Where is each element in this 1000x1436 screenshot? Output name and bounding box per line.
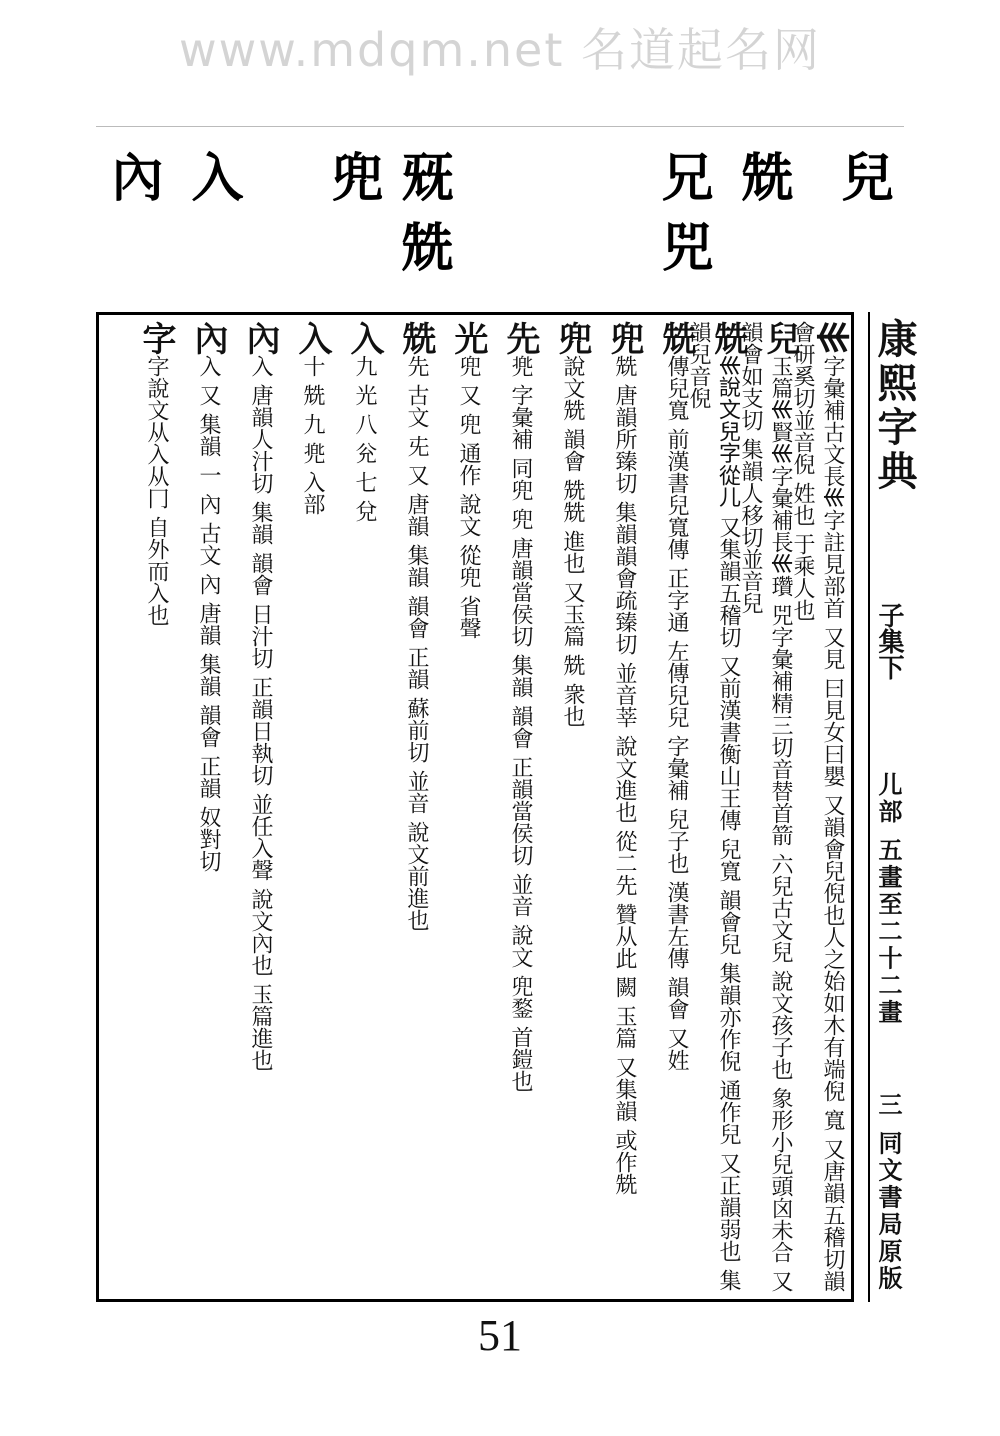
radical-range: 儿部 五畫至二十二畫 <box>874 772 903 1027</box>
seal-script-row <box>96 150 904 300</box>
text-column <box>188 321 228 1297</box>
entry-text: 入 唐韻人汁切 集韻 韻會 日汁切 正韻日執切 並任入聲 說文內也 玉篇進也 <box>248 355 273 1071</box>
text-column <box>396 321 436 1297</box>
seal-glyph: 兟 <box>392 220 453 278</box>
seal-glyph: 兜 <box>322 150 383 208</box>
watermark: www.mdqm.net 名道起名网 <box>178 23 822 77</box>
text-column <box>552 321 592 1297</box>
entry-text: 先 古文 兂 又 唐韻 集韻 韻會 正韻 蘇前切 並音 說文前進也 <box>404 355 429 931</box>
text-column <box>136 321 176 1297</box>
entry-text: 兜 又 兜 通作 說文 從兜 省聲 <box>456 355 481 639</box>
text-column <box>738 321 800 1297</box>
entry-head: 兟 <box>396 321 436 355</box>
seal-glyph: 兒 <box>832 150 893 208</box>
entry-text: 入 又 集韻 一 內 古文 內 唐韻 集韻 韻會 正韻 奴對切 <box>196 355 221 872</box>
entry-head: 兜 <box>552 321 592 355</box>
entry-head: 內 <box>188 321 228 355</box>
seal-glyph: 入 <box>182 150 243 208</box>
entry-head: 字 <box>136 321 176 355</box>
entry-head: 光 <box>448 321 488 355</box>
entry-text: 說文兟 韻會 兟兟 進也 又玉篇 兟 衆也 <box>560 355 585 727</box>
page-sidebar <box>868 312 918 1302</box>
entry-text: 字彙補古文長𡿧字註見部首 又見 曰見女曰嬰 又韻會兒倪也人之始如木有端倪 寬 又唐韻五稽切韻會研奚切並音倪 姓也 于乘人也 <box>790 321 845 1292</box>
entry-text: 𡿧說文兒字從儿 又集韻五稽切 又前漢書衡山王傳 兒寬 韻會兒 集韻亦作倪 通作兒 又正韻弱也 集韻兒音倪 <box>686 321 741 1291</box>
entry-head: 兜 <box>604 321 644 355</box>
seal-glyph: 兟 <box>732 150 793 208</box>
entry-head: 入 <box>292 321 332 355</box>
top-rule <box>96 126 904 127</box>
dictionary-text-frame <box>96 312 854 1302</box>
entry-head: 兒 <box>760 321 800 355</box>
seal-glyph: 兓 <box>392 150 453 208</box>
entry-text: 九 光 八 兊 七 兌 <box>352 355 377 522</box>
entry-head: 兟 <box>708 321 748 355</box>
entry-head: 內 <box>240 321 280 355</box>
seal-glyph: 兄 <box>652 150 713 208</box>
seal-glyph: 兕 <box>652 220 713 278</box>
entry-text: 十 兟 九 兠 入部 <box>300 355 325 515</box>
entry-head: 入 <box>344 321 384 355</box>
entry-text: 玉篇𡿧賢𡿧字彙補長𡿧瓚 兕字彙補精三切音替首箭 六兒古文兒 說文孩子也 象形小兒頭囟未合 又韻會如支切 集韻人移切並音兒 <box>738 321 793 1292</box>
entry-head: 先 <box>500 321 540 355</box>
text-column <box>790 321 852 1297</box>
publisher-label: 三 同文書局原版 <box>874 1092 903 1293</box>
text-column <box>604 321 644 1297</box>
entry-text: 兠 字彙補 同兜 兜 唐韻當侯切 集韻 韻會 正韻當侯切 並音 說文 兜鍪 首鎧也 <box>508 355 533 1092</box>
entry-text: 傳兒寬 前漢書兒寬傳 正字通 左傳兒兒 字彙補 兒子也 漢書左傳 韻會 又姓 <box>664 355 689 1071</box>
text-column <box>500 321 540 1297</box>
page-number: 51 <box>478 1311 522 1360</box>
text-column <box>240 321 280 1297</box>
entry-head: 𡿧 <box>812 321 852 355</box>
seal-glyph: 內 <box>102 150 163 208</box>
entry-text: 字說文从入从冂 自外而入也 <box>144 355 169 626</box>
text-column <box>344 321 384 1297</box>
text-column <box>656 321 696 1297</box>
entry-head: 兟 <box>656 321 696 355</box>
text-column <box>448 321 488 1297</box>
book-title: 康熙字典 <box>871 318 918 494</box>
entry-text: 兟 唐韻所臻切 集韻韻會疏臻切 並音莘 說文進也 從二先 贊从此 闕 玉篇 又集韻 或作兟 <box>612 355 637 1195</box>
volume-label: 子集下 <box>874 602 904 680</box>
text-column <box>686 321 748 1297</box>
text-column <box>292 321 332 1297</box>
